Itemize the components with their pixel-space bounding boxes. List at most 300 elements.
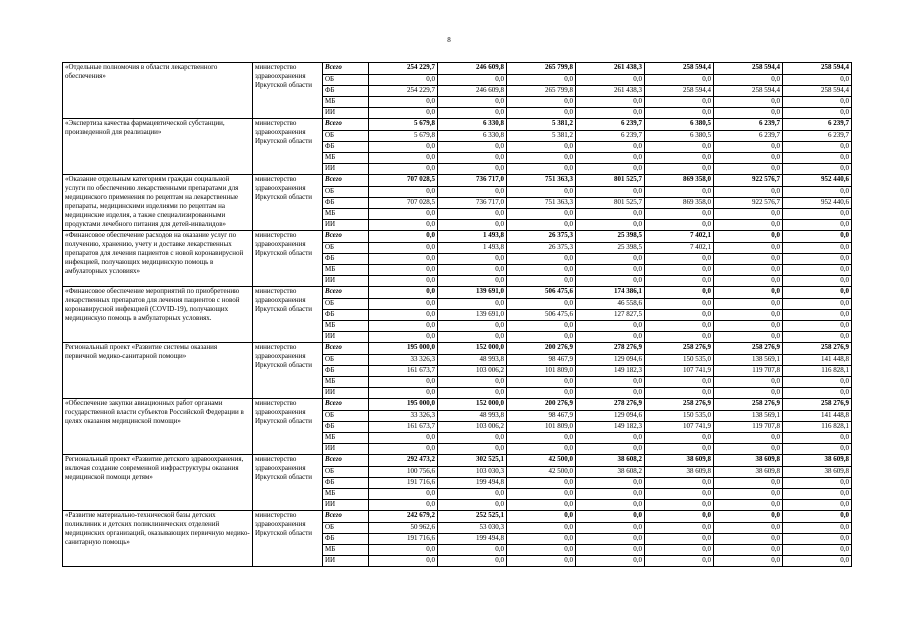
amount-cell: 0,0	[369, 444, 438, 455]
amount-cell: 0,0	[576, 97, 645, 108]
amount-cell: 199 494,8	[438, 478, 507, 489]
amount-cell: 0,0	[507, 500, 576, 511]
amount-cell: 103 006,2	[438, 422, 507, 433]
amount-cell: 50 962,6	[369, 523, 438, 534]
amount-cell: 0,0	[369, 556, 438, 567]
amount-cell: 0,0	[714, 299, 783, 310]
amount-cell: 0,0	[576, 142, 645, 153]
amount-cell: 0,0	[714, 489, 783, 500]
table-row	[63, 511, 852, 523]
amount-cell: 0,0	[369, 220, 438, 231]
funding-source-cell: ИИ	[323, 164, 369, 175]
amount-cell: 0,0	[369, 142, 438, 153]
amount-cell: 107 741,9	[645, 366, 714, 377]
amount-cell: 0,0	[783, 545, 852, 556]
funding-source-cell: ФБ	[323, 142, 369, 153]
amount-cell: 0,0	[714, 254, 783, 265]
amount-cell: 38 608,2	[576, 455, 645, 467]
amount-cell: 0,0	[783, 388, 852, 399]
amount-cell: 98 467,9	[507, 355, 576, 366]
amount-cell: 199 494,8	[438, 534, 507, 545]
amount-cell: 0,0	[645, 310, 714, 321]
amount-cell: 107 741,9	[645, 422, 714, 433]
amount-cell: 0,0	[576, 332, 645, 343]
amount-cell: 0,0	[507, 444, 576, 455]
amount-cell: 0,0	[369, 231, 438, 243]
amount-cell: 0,0	[645, 534, 714, 545]
amount-cell: 0,0	[783, 243, 852, 254]
amount-cell: 0,0	[783, 97, 852, 108]
amount-cell: 0,0	[714, 164, 783, 175]
amount-cell: 6 380,5	[645, 119, 714, 131]
amount-cell: 258 594,4	[783, 63, 852, 75]
amount-cell: 0,0	[714, 187, 783, 198]
amount-cell: 0,0	[783, 556, 852, 567]
responsible-executor-cell: министерство здравоохранения Иркутской области	[253, 399, 323, 455]
amount-cell: 278 276,9	[576, 399, 645, 411]
amount-cell: 129 094,6	[576, 411, 645, 422]
amount-cell: 246 609,8	[438, 86, 507, 97]
amount-cell: 0,0	[369, 500, 438, 511]
amount-cell: 0,0	[645, 321, 714, 332]
amount-cell: 0,0	[438, 142, 507, 153]
amount-cell: 0,0	[576, 321, 645, 332]
amount-cell: 38 609,8	[783, 455, 852, 467]
amount-cell: 0,0	[714, 75, 783, 86]
funding-source-cell: ОБ	[323, 75, 369, 86]
amount-cell: 0,0	[645, 500, 714, 511]
amount-cell: 0,0	[645, 433, 714, 444]
funding-source-cell: Всего	[323, 175, 369, 187]
amount-cell: 0,0	[714, 153, 783, 164]
amount-cell: 139 691,0	[438, 287, 507, 299]
funding-source-cell: Всего	[323, 231, 369, 243]
amount-cell: 138 569,1	[714, 411, 783, 422]
amount-cell: 0,0	[714, 388, 783, 399]
amount-cell: 0,0	[645, 153, 714, 164]
amount-cell: 0,0	[507, 265, 576, 276]
amount-cell: 0,0	[783, 254, 852, 265]
amount-cell: 0,0	[714, 545, 783, 556]
amount-cell: 38 609,8	[645, 467, 714, 478]
amount-cell: 7 402,1	[645, 243, 714, 254]
amount-cell: 0,0	[438, 276, 507, 287]
amount-cell: 0,0	[369, 276, 438, 287]
amount-cell: 116 828,1	[783, 366, 852, 377]
funding-source-cell: Всего	[323, 399, 369, 411]
funding-source-cell: МБ	[323, 377, 369, 388]
amount-cell: 6 239,7	[714, 119, 783, 131]
amount-cell: 0,0	[783, 478, 852, 489]
amount-cell: 254 229,7	[369, 86, 438, 97]
amount-cell: 0,0	[369, 299, 438, 310]
funding-source-cell: ИИ	[323, 332, 369, 343]
amount-cell: 127 827,5	[576, 310, 645, 321]
amount-cell: 736 717,0	[438, 175, 507, 187]
funding-source-cell: МБ	[323, 153, 369, 164]
amount-cell: 38 608,2	[576, 467, 645, 478]
amount-cell: 0,0	[783, 220, 852, 231]
amount-cell: 0,0	[507, 545, 576, 556]
amount-cell: 0,0	[369, 187, 438, 198]
amount-cell: 26 375,3	[507, 243, 576, 254]
amount-cell: 141 448,8	[783, 411, 852, 422]
amount-cell: 751 363,3	[507, 175, 576, 187]
amount-cell: 0,0	[507, 142, 576, 153]
funding-source-cell: ФБ	[323, 478, 369, 489]
amount-cell: 0,0	[507, 556, 576, 567]
amount-cell: 1 493,8	[438, 231, 507, 243]
amount-cell: 0,0	[576, 388, 645, 399]
responsible-executor-cell: министерство здравоохранения Иркутской области	[253, 119, 323, 175]
amount-cell: 0,0	[645, 478, 714, 489]
amount-cell: 0,0	[438, 265, 507, 276]
amount-cell: 0,0	[714, 523, 783, 534]
amount-cell: 0,0	[714, 310, 783, 321]
amount-cell: 0,0	[507, 511, 576, 523]
amount-cell: 0,0	[783, 299, 852, 310]
activity-name-cell: «Экспертиза качества фармацевтической субстанции, произведенной для реализации»	[63, 119, 253, 175]
responsible-executor-cell: министерство здравоохранения Иркутской области	[253, 63, 323, 119]
amount-cell: 0,0	[576, 164, 645, 175]
table-row	[63, 455, 852, 467]
amount-cell: 0,0	[438, 164, 507, 175]
amount-cell: 0,0	[783, 310, 852, 321]
amount-cell: 0,0	[507, 220, 576, 231]
amount-cell: 25 398,5	[576, 231, 645, 243]
amount-cell: 119 707,8	[714, 422, 783, 433]
amount-cell: 0,0	[783, 523, 852, 534]
amount-cell: 0,0	[783, 265, 852, 276]
amount-cell: 0,0	[576, 545, 645, 556]
amount-cell: 0,0	[645, 332, 714, 343]
amount-cell: 161 673,7	[369, 422, 438, 433]
amount-cell: 33 326,3	[369, 411, 438, 422]
amount-cell: 0,0	[438, 75, 507, 86]
amount-cell: 0,0	[714, 108, 783, 119]
amount-cell: 0,0	[714, 511, 783, 523]
amount-cell: 0,0	[507, 523, 576, 534]
amount-cell: 0,0	[507, 478, 576, 489]
amount-cell: 0,0	[369, 209, 438, 220]
table-row	[63, 175, 852, 187]
amount-cell: 0,0	[369, 489, 438, 500]
amount-cell: 0,0	[645, 75, 714, 86]
amount-cell: 0,0	[783, 276, 852, 287]
amount-cell: 150 535,0	[645, 411, 714, 422]
amount-cell: 103 030,3	[438, 467, 507, 478]
amount-cell: 5 381,2	[507, 131, 576, 142]
amount-cell: 0,0	[369, 388, 438, 399]
amount-cell: 0,0	[576, 377, 645, 388]
funding-source-cell: ФБ	[323, 366, 369, 377]
funding-source-cell: Всего	[323, 119, 369, 131]
amount-cell: 0,0	[576, 265, 645, 276]
amount-cell: 6 239,7	[576, 119, 645, 131]
amount-cell: 0,0	[369, 287, 438, 299]
amount-cell: 0,0	[714, 377, 783, 388]
amount-cell: 254 229,7	[369, 63, 438, 75]
amount-cell: 258 276,9	[645, 399, 714, 411]
amount-cell: 0,0	[507, 299, 576, 310]
funding-source-cell: ФБ	[323, 534, 369, 545]
amount-cell: 869 358,0	[645, 198, 714, 209]
amount-cell: 0,0	[714, 287, 783, 299]
funding-source-cell: ИИ	[323, 556, 369, 567]
funding-source-cell: МБ	[323, 97, 369, 108]
funding-source-cell: Всего	[323, 287, 369, 299]
amount-cell: 0,0	[783, 444, 852, 455]
amount-cell: 0,0	[438, 377, 507, 388]
amount-cell: 0,0	[714, 276, 783, 287]
funding-source-cell: ОБ	[323, 131, 369, 142]
amount-cell: 0,0	[507, 321, 576, 332]
funding-source-cell: ИИ	[323, 388, 369, 399]
amount-cell: 258 594,4	[645, 63, 714, 75]
amount-cell: 0,0	[438, 299, 507, 310]
amount-cell: 0,0	[714, 142, 783, 153]
amount-cell: 0,0	[783, 433, 852, 444]
amount-cell: 195 000,0	[369, 399, 438, 411]
amount-cell: 38 609,8	[783, 467, 852, 478]
amount-cell: 150 535,0	[645, 355, 714, 366]
amount-cell: 26 375,3	[507, 231, 576, 243]
responsible-executor-cell: министерство здравоохранения Иркутской области	[253, 455, 323, 511]
amount-cell: 0,0	[576, 276, 645, 287]
amount-cell: 152 000,0	[438, 343, 507, 355]
amount-cell: 0,0	[507, 254, 576, 265]
amount-cell: 0,0	[438, 489, 507, 500]
amount-cell: 0,0	[783, 164, 852, 175]
amount-cell: 0,0	[369, 108, 438, 119]
amount-cell: 5 381,2	[507, 119, 576, 131]
activity-name-cell: «Финансовое обеспечение мероприятий по приобретению лекарственных препаратов для лечения пациентов с новой коронавирусной инфекцией (COVID-19), получающих медицинскую помощь в амбулаторных условиях.	[63, 287, 253, 343]
amount-cell: 869 358,0	[645, 175, 714, 187]
amount-cell: 0,0	[783, 534, 852, 545]
amount-cell: 0,0	[645, 108, 714, 119]
amount-cell: 0,0	[783, 209, 852, 220]
amount-cell: 0,0	[783, 377, 852, 388]
amount-cell: 258 594,4	[645, 86, 714, 97]
amount-cell: 952 440,6	[783, 175, 852, 187]
amount-cell: 0,0	[714, 243, 783, 254]
amount-cell: 0,0	[438, 254, 507, 265]
amount-cell: 0,0	[576, 433, 645, 444]
amount-cell: 100 756,6	[369, 467, 438, 478]
amount-cell: 0,0	[783, 75, 852, 86]
amount-cell: 952 440,6	[783, 198, 852, 209]
amount-cell: 42 500,0	[507, 455, 576, 467]
amount-cell: 200 276,9	[507, 343, 576, 355]
amount-cell: 101 809,0	[507, 366, 576, 377]
amount-cell: 736 717,0	[438, 198, 507, 209]
amount-cell: 506 475,6	[507, 310, 576, 321]
amount-cell: 139 691,0	[438, 310, 507, 321]
amount-cell: 0,0	[714, 556, 783, 567]
table-row	[63, 287, 852, 299]
activity-name-cell: «Оказание отдельным категориям граждан социальной услуги по обеспечению лекарственными препаратами для медицинского применения по рецептам на лекарственные препараты, медицинскими изделиями по рецептам на медицинские изделия, а также специализированными продуктами лечебного питания для детей-инвалидов»	[63, 175, 253, 231]
amount-cell: 0,0	[714, 220, 783, 231]
amount-cell: 6 239,7	[576, 131, 645, 142]
page-number: 8	[447, 36, 451, 44]
amount-cell: 258 594,4	[714, 63, 783, 75]
amount-cell: 161 673,7	[369, 366, 438, 377]
funding-source-cell: ОБ	[323, 523, 369, 534]
amount-cell: 0,0	[783, 153, 852, 164]
amount-cell: 258 594,4	[714, 86, 783, 97]
amount-cell: 252 525,1	[438, 511, 507, 523]
funding-source-cell: ФБ	[323, 198, 369, 209]
amount-cell: 0,0	[369, 321, 438, 332]
activity-name-cell: «Развитие материально-технической базы детских поликлиник и детских поликлинических отделений медицинских организаций, оказывающих первичную медико-санитарную помощь»	[63, 511, 253, 567]
amount-cell: 0,0	[369, 153, 438, 164]
amount-cell: 0,0	[645, 164, 714, 175]
amount-cell: 0,0	[369, 433, 438, 444]
amount-cell: 0,0	[369, 265, 438, 276]
amount-cell: 801 525,7	[576, 175, 645, 187]
amount-cell: 0,0	[507, 377, 576, 388]
funding-source-cell: ИИ	[323, 276, 369, 287]
amount-cell: 0,0	[714, 534, 783, 545]
amount-cell: 7 402,1	[645, 231, 714, 243]
amount-cell: 0,0	[507, 75, 576, 86]
amount-cell: 258 276,9	[783, 399, 852, 411]
funding-source-cell: ФБ	[323, 86, 369, 97]
amount-cell: 0,0	[438, 209, 507, 220]
amount-cell: 0,0	[438, 187, 507, 198]
funding-source-cell: ОБ	[323, 243, 369, 254]
amount-cell: 48 993,8	[438, 355, 507, 366]
amount-cell: 6 380,5	[645, 131, 714, 142]
funding-source-cell: МБ	[323, 433, 369, 444]
amount-cell: 265 799,8	[507, 86, 576, 97]
amount-cell: 0,0	[714, 231, 783, 243]
amount-cell: 0,0	[714, 500, 783, 511]
table-row	[63, 399, 852, 411]
table-row	[63, 119, 852, 131]
amount-cell: 5 679,8	[369, 131, 438, 142]
amount-cell: 0,0	[576, 489, 645, 500]
amount-cell: 0,0	[507, 332, 576, 343]
amount-cell: 922 576,7	[714, 175, 783, 187]
amount-cell: 0,0	[783, 108, 852, 119]
amount-cell: 174 386,1	[576, 287, 645, 299]
amount-cell: 149 182,3	[576, 366, 645, 377]
activity-name-cell: «Финансовое обеспечение расходов на оказание услуг по получению, хранению, учету и доставке лекарственных препаратов для лечения пациентов с новой коронавирусной инфекцией, получающих медицинскую помощь в амбулаторных условиях»	[63, 231, 253, 287]
amount-cell: 0,0	[438, 97, 507, 108]
amount-cell: 0,0	[507, 187, 576, 198]
amount-cell: 48 993,8	[438, 411, 507, 422]
amount-cell: 38 609,8	[714, 467, 783, 478]
amount-cell: 506 475,6	[507, 287, 576, 299]
amount-cell: 0,0	[576, 556, 645, 567]
amount-cell: 116 828,1	[783, 422, 852, 433]
amount-cell: 200 276,9	[507, 399, 576, 411]
amount-cell: 25 398,5	[576, 243, 645, 254]
funding-source-cell: МБ	[323, 489, 369, 500]
responsible-executor-cell: министерство здравоохранения Иркутской области	[253, 343, 323, 399]
amount-cell: 138 569,1	[714, 355, 783, 366]
funding-source-cell: ФБ	[323, 254, 369, 265]
amount-cell: 0,0	[369, 310, 438, 321]
responsible-executor-cell: министерство здравоохранения Иркутской области	[253, 175, 323, 231]
funding-source-cell: ОБ	[323, 467, 369, 478]
amount-cell: 0,0	[369, 545, 438, 556]
amount-cell: 0,0	[369, 243, 438, 254]
amount-cell: 6 239,7	[783, 119, 852, 131]
amount-cell: 0,0	[783, 287, 852, 299]
amount-cell: 0,0	[369, 97, 438, 108]
funding-source-cell: Всего	[323, 511, 369, 523]
amount-cell: 0,0	[645, 377, 714, 388]
amount-cell: 0,0	[645, 265, 714, 276]
amount-cell: 0,0	[576, 500, 645, 511]
amount-cell: 0,0	[645, 187, 714, 198]
amount-cell: 0,0	[507, 276, 576, 287]
amount-cell: 0,0	[576, 108, 645, 119]
funding-source-cell: МБ	[323, 545, 369, 556]
amount-cell: 0,0	[645, 511, 714, 523]
amount-cell: 152 000,0	[438, 399, 507, 411]
amount-cell: 0,0	[438, 500, 507, 511]
amount-cell: 0,0	[369, 377, 438, 388]
amount-cell: 0,0	[714, 321, 783, 332]
amount-cell: 0,0	[369, 75, 438, 86]
table-row	[63, 231, 852, 243]
responsible-executor-cell: министерство здравоохранения Иркутской области	[253, 231, 323, 287]
amount-cell: 0,0	[507, 489, 576, 500]
responsible-executor-cell: министерство здравоохранения Иркутской области	[253, 511, 323, 567]
amount-cell: 0,0	[645, 556, 714, 567]
amount-cell: 0,0	[714, 97, 783, 108]
amount-cell: 0,0	[645, 287, 714, 299]
amount-cell: 258 594,4	[783, 86, 852, 97]
amount-cell: 38 609,8	[714, 455, 783, 467]
amount-cell: 0,0	[576, 254, 645, 265]
amount-cell: 0,0	[783, 321, 852, 332]
amount-cell: 98 467,9	[507, 411, 576, 422]
amount-cell: 0,0	[438, 433, 507, 444]
amount-cell: 191 716,6	[369, 534, 438, 545]
funding-source-cell: МБ	[323, 209, 369, 220]
amount-cell: 0,0	[645, 388, 714, 399]
amount-cell: 0,0	[438, 220, 507, 231]
amount-cell: 292 473,2	[369, 455, 438, 467]
amount-cell: 0,0	[645, 276, 714, 287]
amount-cell: 0,0	[645, 489, 714, 500]
amount-cell: 0,0	[369, 332, 438, 343]
amount-cell: 278 276,9	[576, 343, 645, 355]
amount-cell: 33 326,3	[369, 355, 438, 366]
funding-source-cell: Всего	[323, 455, 369, 467]
funding-source-cell: ОБ	[323, 187, 369, 198]
amount-cell: 5 679,8	[369, 119, 438, 131]
amount-cell: 0,0	[438, 153, 507, 164]
funding-source-cell: ИИ	[323, 444, 369, 455]
amount-cell: 0,0	[645, 220, 714, 231]
amount-cell: 191 716,6	[369, 478, 438, 489]
amount-cell: 38 609,8	[645, 455, 714, 467]
activity-name-cell: «Отдельные полномочия в области лекарственного обеспечения»	[63, 63, 253, 119]
table-row	[63, 63, 852, 75]
amount-cell: 103 006,2	[438, 366, 507, 377]
amount-cell: 0,0	[714, 433, 783, 444]
amount-cell: 0,0	[576, 153, 645, 164]
amount-cell: 0,0	[369, 254, 438, 265]
amount-cell: 0,0	[645, 299, 714, 310]
amount-cell: 1 493,8	[438, 243, 507, 254]
amount-cell: 258 276,9	[645, 343, 714, 355]
